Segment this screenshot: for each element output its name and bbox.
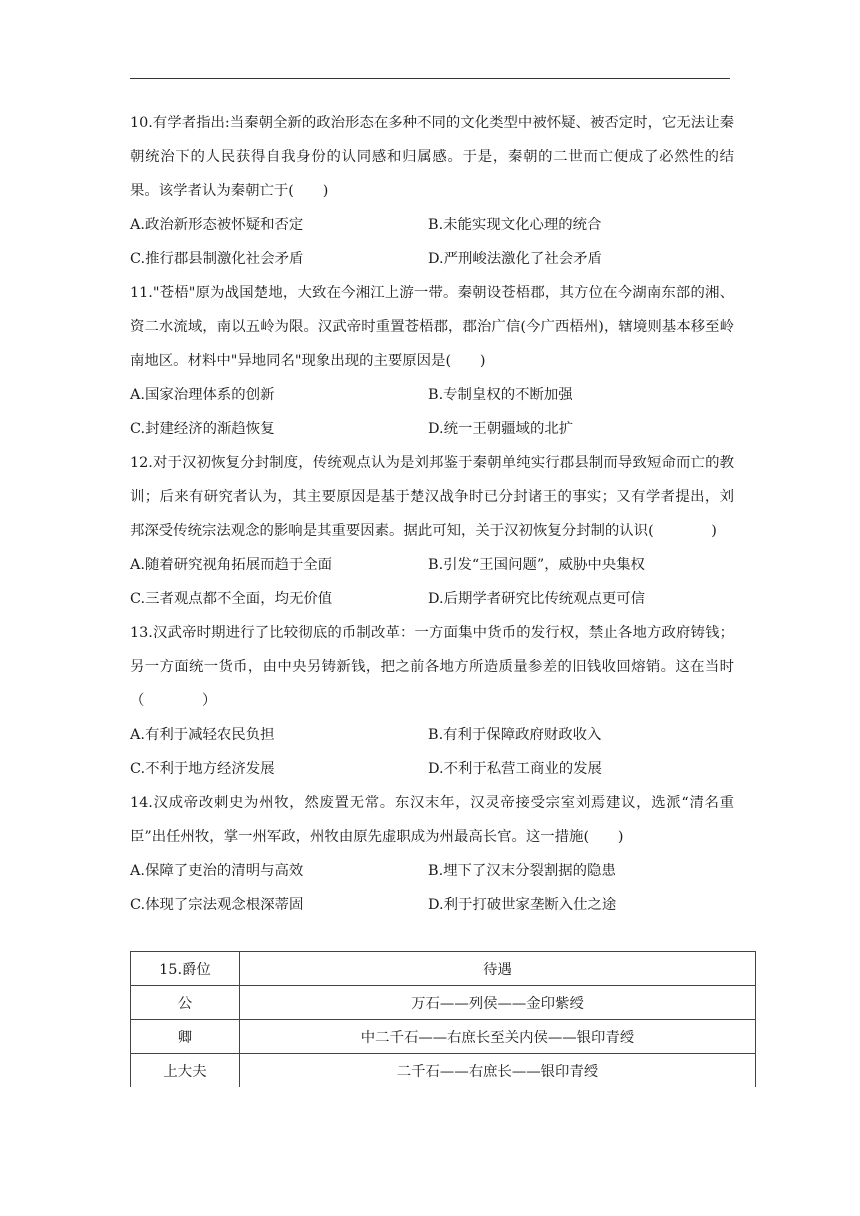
header-rule <box>130 78 730 79</box>
option-b: B.引发“王国问题”，威胁中央集权 <box>428 557 645 573</box>
option-d: D.统一王朝疆域的北扩 <box>428 421 574 437</box>
option-c: C.封建经济的渐趋恢复 <box>130 421 275 437</box>
option-a: A.国家治理体系的创新 <box>130 387 275 403</box>
rank-table <box>130 951 756 1087</box>
question-stem: 13.汉武帝时期进行了比较彻底的币制改革：一方面集中货币的发行权，禁止各地方政府铸钱；另一方面统一货币，由中央另铸新钱，把之前各地方所造质量参差的旧钱收回熔销。这在当时（ ） <box>130 625 734 709</box>
table-row <box>131 1054 756 1088</box>
table-cell: 中二千石——右庶长至关内侯——银印青绶 <box>240 1020 756 1054</box>
option-list <box>130 718 734 786</box>
option-b: B.埋下了汉末分裂割据的隐患 <box>428 863 616 879</box>
option-a: A.政治新形态被怀疑和否定 <box>130 217 304 233</box>
option-a: A.保障了吏治的清明与高效 <box>130 863 304 879</box>
option-d: D.利于打破世家垄断入仕之途 <box>428 897 617 913</box>
question-12 <box>130 446 734 616</box>
option-b: B.未能实现文化心理的统合 <box>428 217 602 233</box>
question-stem: 11."苍梧"原为战国楚地，大致在今湘江上游一带。秦朝设苍梧郡，其方位在今湖南东部的湘、资二水流域，南以五岭为限。汉武帝时重置苍梧郡，郡治广信(今广西梧州)，辖境则基本移至岭南地区。材料中"异地同名"现象出现的主要原因是( ) <box>130 285 734 369</box>
table-row <box>131 1020 756 1054</box>
option-list <box>130 548 734 616</box>
option-list <box>130 378 734 446</box>
option-d: D.后期学者研究比传统观点更可信 <box>428 591 646 607</box>
table-header-cell: 待遇 <box>240 952 756 986</box>
question-stem: 12.对于汉初恢复分封制度，传统观点认为是刘邦鉴于秦朝单纯实行郡县制而导致短命而亡的教训；后来有研究者认为，其主要原因是基于楚汉战争时已分封诸王的事实；又有学者提出，刘邦深受传统宗法观念的影响是其重要因素。据此可知，关于汉初恢复分封制的认识( ) <box>130 455 734 539</box>
option-c: C.体现了宗法观念根深蒂固 <box>130 897 304 913</box>
table-row <box>131 986 756 1020</box>
option-d: D.严刑峻法激化了社会矛盾 <box>428 251 602 267</box>
option-a: A.随着研究视角拓展而趋于全面 <box>130 557 333 573</box>
table-header-cell: 15.爵位 <box>131 952 240 986</box>
option-c: C.不利于地方经济发展 <box>130 761 275 777</box>
question-list <box>130 106 734 922</box>
option-d: D.不利于私营工商业的发展 <box>428 761 602 777</box>
option-c: C.三者观点都不全面，均无价值 <box>130 591 333 607</box>
question-stem: 14.汉成帝改刺史为州牧，然废置无常。东汉末年，汉灵帝接受宗室刘焉建议，选派“清名重臣”出任州牧，掌一州军政，州牧由原先虚职成为州最高长官。这一措施( ) <box>130 795 734 845</box>
question-stem: 10.有学者指出:当秦朝全新的政治形态在多种不同的文化类型中被怀疑、被否定时，它无法让秦朝统治下的人民获得自我身份的认同感和归属感。于是，秦朝的二世而亡便成了必然性的结果。该学者认为秦朝亡于( ) <box>130 115 734 199</box>
table-cell: 上大夫 <box>131 1054 240 1088</box>
question-10 <box>130 106 734 276</box>
option-a: A.有利于减轻农民负担 <box>130 727 275 743</box>
option-b: B.有利于保障政府财政收入 <box>428 727 602 743</box>
table-cell: 二千石——右庶长——银印青绶 <box>240 1054 756 1088</box>
table-header-row <box>131 952 756 986</box>
option-list <box>130 854 734 922</box>
table-cell: 卿 <box>131 1020 240 1054</box>
question-11 <box>130 276 734 446</box>
table-cell: 万石——列侯——金印紫绶 <box>240 986 756 1020</box>
option-b: B.专制皇权的不断加强 <box>428 387 573 403</box>
option-list <box>130 208 734 276</box>
option-c: C.推行郡县制激化社会矛盾 <box>130 251 304 267</box>
question-14 <box>130 786 734 922</box>
question-13 <box>130 616 734 786</box>
table-cell: 公 <box>131 986 240 1020</box>
